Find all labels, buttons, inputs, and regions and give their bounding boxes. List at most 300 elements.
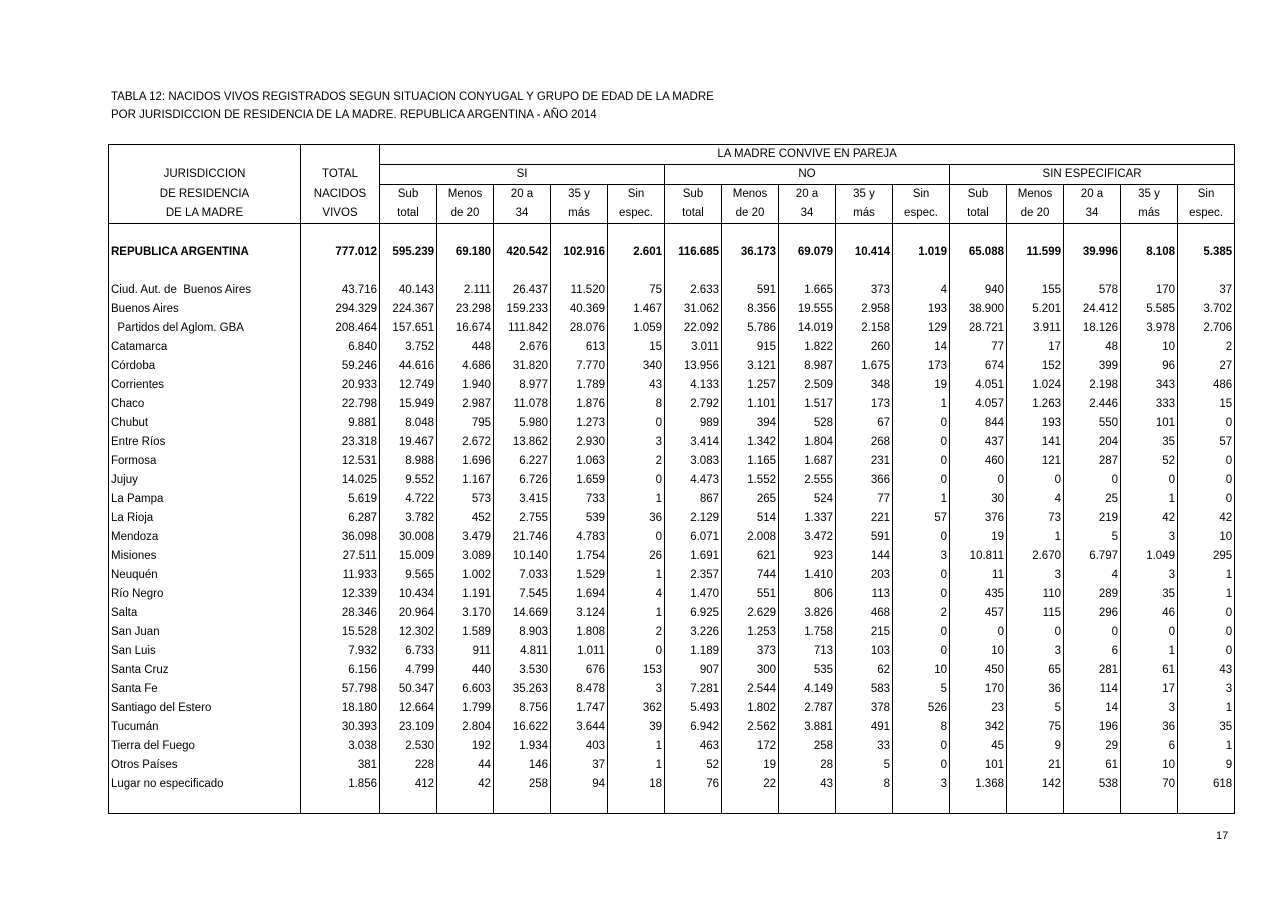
- table-cell: 7.281: [665, 680, 722, 699]
- table-cell: 15.528: [301, 623, 380, 642]
- table-cell: 172: [722, 737, 779, 756]
- table-cell: 378: [836, 699, 893, 718]
- table-cell: 7.033: [494, 566, 551, 585]
- table-cell: 0: [893, 528, 950, 547]
- table-row: [109, 566, 1235, 585]
- table-cell: 40.369: [551, 300, 608, 319]
- table-cell: 26.437: [494, 281, 551, 300]
- table-cell: 15.949: [380, 395, 437, 414]
- births-table: [108, 144, 1235, 814]
- jurisdiction-name: La Pampa: [109, 490, 301, 509]
- table-cell: 6: [1064, 642, 1121, 661]
- jurisdiction-name: La Rioja: [109, 509, 301, 528]
- table-cell: 8.356: [722, 300, 779, 319]
- table-cell: 2.544: [722, 680, 779, 699]
- table-cell: 1.747: [551, 699, 608, 718]
- table-cell: 46: [1121, 604, 1178, 623]
- table-cell: 618: [1178, 775, 1235, 794]
- table-cell: 2.787: [779, 699, 836, 718]
- table-cell: 57: [1178, 433, 1235, 452]
- table-cell: 676: [551, 661, 608, 680]
- table-cell: 23.298: [437, 300, 494, 319]
- table-cell: 65.088: [950, 243, 1007, 262]
- table-cell: 15: [608, 338, 665, 357]
- jurisdiction-name: Santa Cruz: [109, 661, 301, 680]
- header-total-1: TOTAL: [301, 165, 380, 185]
- table-cell: 0: [608, 642, 665, 661]
- jurisdiction-name: San Luis: [109, 642, 301, 661]
- table-cell: 376: [950, 509, 1007, 528]
- table-cell: 3.826: [779, 604, 836, 623]
- table-cell: 0: [1007, 623, 1064, 642]
- table-cell: 3: [1121, 528, 1178, 547]
- table-cell: 196: [1064, 718, 1121, 737]
- table-cell: 744: [722, 566, 779, 585]
- table-cell: 3.479: [437, 528, 494, 547]
- subheader-bottom: espec.: [893, 204, 950, 224]
- table-cell: 1.822: [779, 338, 836, 357]
- table-cell: 77: [836, 490, 893, 509]
- table-cell: 36: [1121, 718, 1178, 737]
- table-cell: 7.770: [551, 357, 608, 376]
- table-cell: 208.464: [301, 319, 380, 338]
- table-cell: 0: [1121, 623, 1178, 642]
- header-total-3: VIVOS: [301, 204, 380, 224]
- table-cell: 35: [1121, 585, 1178, 604]
- table-cell: 260: [836, 338, 893, 357]
- table-cell: 8.108: [1121, 243, 1178, 262]
- table-cell: 35: [1178, 718, 1235, 737]
- table-cell: 940: [950, 281, 1007, 300]
- subheader-bottom: más: [1121, 204, 1178, 224]
- table-cell: 75: [1007, 718, 1064, 737]
- table-cell: 1.470: [665, 585, 722, 604]
- table-row: [109, 452, 1235, 471]
- table-cell: 22.798: [301, 395, 380, 414]
- table-cell: 4.686: [437, 357, 494, 376]
- table-cell: 867: [665, 490, 722, 509]
- table-cell: 6.287: [301, 509, 380, 528]
- table-cell: 73: [1007, 509, 1064, 528]
- header-group-sin-especificar: SIN ESPECIFICAR: [950, 165, 1235, 185]
- table-cell: 19: [722, 756, 779, 775]
- table-cell: 36: [608, 509, 665, 528]
- table-cell: 4.473: [665, 471, 722, 490]
- table-cell: 1.552: [722, 471, 779, 490]
- table-cell: 468: [836, 604, 893, 623]
- table-cell: 57.798: [301, 680, 380, 699]
- table-cell: 3: [1121, 566, 1178, 585]
- table-cell: 69.180: [437, 243, 494, 262]
- subheader-top: Sub: [380, 185, 437, 205]
- table-cell: 43: [1178, 661, 1235, 680]
- table-cell: 23: [950, 699, 1007, 718]
- table-cell: 19: [893, 376, 950, 395]
- table-row: [109, 509, 1235, 528]
- table-cell: 457: [950, 604, 1007, 623]
- page-number: 17: [1216, 830, 1229, 842]
- table-cell: 2.562: [722, 718, 779, 737]
- table-cell: 0: [893, 737, 950, 756]
- subheader-top: Sin: [608, 185, 665, 205]
- subheader-top: Sin: [1178, 185, 1235, 205]
- table-cell: 911: [437, 642, 494, 661]
- table-cell: 75: [608, 281, 665, 300]
- table-cell: 1.799: [437, 699, 494, 718]
- table-cell: 7.545: [494, 585, 551, 604]
- table-cell: 281: [1064, 661, 1121, 680]
- table-cell: 595.239: [380, 243, 437, 262]
- table-row: [109, 319, 1235, 338]
- table-cell: 10: [1121, 756, 1178, 775]
- table-cell: 43: [608, 376, 665, 395]
- table-cell: 1.189: [665, 642, 722, 661]
- table-cell: 142: [1007, 775, 1064, 794]
- table-cell: 19.555: [779, 300, 836, 319]
- table-cell: 1.368: [950, 775, 1007, 794]
- table-cell: 268: [836, 433, 893, 452]
- table-cell: 9.552: [380, 471, 437, 490]
- table-cell: 1.253: [722, 623, 779, 642]
- header-row-4: [109, 204, 1235, 224]
- table-cell: 4.051: [950, 376, 1007, 395]
- table-cell: 440: [437, 661, 494, 680]
- table-cell: 43.716: [301, 281, 380, 300]
- table-cell: 0: [1178, 623, 1235, 642]
- table-cell: 1.517: [779, 395, 836, 414]
- table-cell: 39: [608, 718, 665, 737]
- table-cell: 37: [1178, 281, 1235, 300]
- table-cell: 9: [1178, 756, 1235, 775]
- table-cell: 44: [437, 756, 494, 775]
- table-cell: 6.726: [494, 471, 551, 490]
- table-cell: 1.467: [608, 300, 665, 319]
- table-row: [109, 623, 1235, 642]
- table-cell: 3: [893, 547, 950, 566]
- table-cell: 2.804: [437, 718, 494, 737]
- table-cell: 30.008: [380, 528, 437, 547]
- table-cell: 10.811: [950, 547, 1007, 566]
- jurisdiction-name: Ciud. Aut. de Buenos Aires: [109, 281, 301, 300]
- jurisdiction-name: Chaco: [109, 395, 301, 414]
- table-cell: 12.302: [380, 623, 437, 642]
- table-cell: 3.011: [665, 338, 722, 357]
- table-cell: 989: [665, 414, 722, 433]
- table-cell: 3.752: [380, 338, 437, 357]
- table-cell: 9: [1007, 737, 1064, 756]
- table-cell: 0: [950, 623, 1007, 642]
- table-cell: 0: [893, 414, 950, 433]
- table-cell: 94: [551, 775, 608, 794]
- table-cell: 43: [779, 775, 836, 794]
- table-cell: 221: [836, 509, 893, 528]
- table-cell: 8.988: [380, 452, 437, 471]
- table-cell: 77: [950, 338, 1007, 357]
- subheader-top: 35 y: [836, 185, 893, 205]
- table-cell: 373: [722, 642, 779, 661]
- table-cell: 2.111: [437, 281, 494, 300]
- table-row: [109, 756, 1235, 775]
- jurisdiction-name: Entre Ríos: [109, 433, 301, 452]
- table-row: [109, 661, 1235, 680]
- table-cell: 806: [779, 585, 836, 604]
- table-cell: 204: [1064, 433, 1121, 452]
- table-cell: 491: [836, 718, 893, 737]
- table-cell: 114: [1064, 680, 1121, 699]
- table-cell: 2.446: [1064, 395, 1121, 414]
- table-cell: 6.942: [665, 718, 722, 737]
- table-cell: 6.227: [494, 452, 551, 471]
- table-cell: 0: [893, 642, 950, 661]
- table-cell: 2.601: [608, 243, 665, 262]
- table-cell: 14: [1064, 699, 1121, 718]
- table-cell: 1.191: [437, 585, 494, 604]
- table-cell: 1: [1178, 699, 1235, 718]
- table-row: [109, 414, 1235, 433]
- table-row: [109, 471, 1235, 490]
- table-cell: 4: [1064, 566, 1121, 585]
- spacer-row: [109, 262, 1235, 281]
- table-cell: 12.339: [301, 585, 380, 604]
- table-cell: 45: [950, 737, 1007, 756]
- table-cell: 42: [437, 775, 494, 794]
- subheader-bottom: total: [950, 204, 1007, 224]
- table-cell: 31.062: [665, 300, 722, 319]
- table-cell: 18.126: [1064, 319, 1121, 338]
- table-cell: 192: [437, 737, 494, 756]
- table-cell: 551: [722, 585, 779, 604]
- table-cell: 36: [1007, 680, 1064, 699]
- table-cell: 102.916: [551, 243, 608, 262]
- table-cell: 146: [494, 756, 551, 775]
- table-cell: 2.987: [437, 395, 494, 414]
- table-cell: 6.925: [665, 604, 722, 623]
- table-cell: 340: [608, 357, 665, 376]
- table-cell: 170: [950, 680, 1007, 699]
- table-cell: 2.357: [665, 566, 722, 585]
- table-cell: 333: [1121, 395, 1178, 414]
- table-cell: 0: [1178, 471, 1235, 490]
- jurisdiction-name: Misiones: [109, 547, 301, 566]
- jurisdiction-name: Neuquén: [109, 566, 301, 585]
- table-cell: 0: [1178, 642, 1235, 661]
- table-cell: 14: [893, 338, 950, 357]
- header-jurisdiccion-3: DE LA MADRE: [109, 204, 301, 224]
- table-cell: 111.842: [494, 319, 551, 338]
- table-cell: 583: [836, 680, 893, 699]
- header-jurisdiccion-1: JURISDICCION: [109, 165, 301, 185]
- table-cell: 1: [893, 490, 950, 509]
- table-cell: 5.385: [1178, 243, 1235, 262]
- table-cell: 1.659: [551, 471, 608, 490]
- table-cell: 11.933: [301, 566, 380, 585]
- table-cell: 1.808: [551, 623, 608, 642]
- subheader-bottom: total: [665, 204, 722, 224]
- table-cell: 21.746: [494, 528, 551, 547]
- table-cell: 4.783: [551, 528, 608, 547]
- table-cell: 1: [608, 490, 665, 509]
- table-row: [109, 604, 1235, 623]
- table-cell: 2.706: [1178, 319, 1235, 338]
- table-cell: 231: [836, 452, 893, 471]
- subheader-top: Sub: [665, 185, 722, 205]
- subheader-top: 20 a: [1064, 185, 1121, 205]
- table-cell: 38.900: [950, 300, 1007, 319]
- table-cell: 3.170: [437, 604, 494, 623]
- table-cell: 2.670: [1007, 547, 1064, 566]
- table-cell: 62: [836, 661, 893, 680]
- table-cell: 0: [608, 414, 665, 433]
- subheader-bottom: total: [380, 204, 437, 224]
- table-cell: 4: [608, 585, 665, 604]
- table-row: [109, 357, 1235, 376]
- spacer-row: [109, 794, 1235, 814]
- jurisdiction-name: Córdoba: [109, 357, 301, 376]
- table-cell: 17: [1007, 338, 1064, 357]
- table-cell: 412: [380, 775, 437, 794]
- table-cell: 28: [779, 756, 836, 775]
- table-cell: 18.180: [301, 699, 380, 718]
- table-cell: 3.881: [779, 718, 836, 737]
- jurisdiction-name: Tucumán: [109, 718, 301, 737]
- table-cell: 437: [950, 433, 1007, 452]
- jurisdiction-name: Corrientes: [109, 376, 301, 395]
- table-cell: 777.012: [301, 243, 380, 262]
- table-cell: 3.782: [380, 509, 437, 528]
- table-cell: 300: [722, 661, 779, 680]
- table-cell: 3: [1178, 680, 1235, 699]
- table-cell: 2.509: [779, 376, 836, 395]
- table-cell: 4.799: [380, 661, 437, 680]
- table-cell: 0: [608, 528, 665, 547]
- table-cell: 1.257: [722, 376, 779, 395]
- table-cell: 343: [1121, 376, 1178, 395]
- table-cell: 923: [779, 547, 836, 566]
- table-cell: 42: [1121, 509, 1178, 528]
- table-cell: 4: [1007, 490, 1064, 509]
- table-cell: 1.934: [494, 737, 551, 756]
- table-cell: 224.367: [380, 300, 437, 319]
- table-body: [109, 224, 1235, 814]
- table-cell: 67: [836, 414, 893, 433]
- table-cell: 0: [1064, 623, 1121, 642]
- table-cell: 1: [1178, 737, 1235, 756]
- table-cell: 15.009: [380, 547, 437, 566]
- table-cell: 795: [437, 414, 494, 433]
- table-cell: 20.933: [301, 376, 380, 395]
- table-row: [109, 680, 1235, 699]
- table-cell: 173: [836, 395, 893, 414]
- table-cell: 1.687: [779, 452, 836, 471]
- table-cell: 10: [950, 642, 1007, 661]
- table-cell: 28.721: [950, 319, 1007, 338]
- table-cell: 116.685: [665, 243, 722, 262]
- subheader-bottom: de 20: [722, 204, 779, 224]
- table-cell: 101: [950, 756, 1007, 775]
- table-cell: 152: [1007, 357, 1064, 376]
- table-cell: 6: [1121, 737, 1178, 756]
- table-cell: 1: [608, 566, 665, 585]
- table-cell: 1: [1121, 642, 1178, 661]
- table-cell: 170: [1121, 281, 1178, 300]
- table-cell: 399: [1064, 357, 1121, 376]
- table-cell: 3.644: [551, 718, 608, 737]
- table-cell: 550: [1064, 414, 1121, 433]
- table-cell: 2: [1178, 338, 1235, 357]
- table-cell: 0: [950, 471, 1007, 490]
- table-cell: 8.756: [494, 699, 551, 718]
- table-cell: 1.802: [722, 699, 779, 718]
- table-row: [109, 300, 1235, 319]
- table-cell: 1.019: [893, 243, 950, 262]
- jurisdiction-name: REPUBLICA ARGENTINA: [109, 243, 301, 262]
- table-cell: 1.804: [779, 433, 836, 452]
- subheader-top: Menos: [1007, 185, 1064, 205]
- table-cell: 3.083: [665, 452, 722, 471]
- table-cell: 1.165: [722, 452, 779, 471]
- table-cell: 403: [551, 737, 608, 756]
- table-cell: 394: [722, 414, 779, 433]
- table-cell: 0: [1178, 414, 1235, 433]
- table-cell: 27.511: [301, 547, 380, 566]
- table-row: [109, 433, 1235, 452]
- table-row: [109, 281, 1235, 300]
- jurisdiction-name: Buenos Aires: [109, 300, 301, 319]
- table-cell: 1: [608, 756, 665, 775]
- table-row: [109, 585, 1235, 604]
- table-cell: 52: [1121, 452, 1178, 471]
- table-cell: 1: [608, 604, 665, 623]
- table-cell: 52: [665, 756, 722, 775]
- table-cell: 486: [1178, 376, 1235, 395]
- total-row: [109, 243, 1235, 262]
- table-cell: 578: [1064, 281, 1121, 300]
- table-cell: 591: [722, 281, 779, 300]
- subheader-top: Sub: [950, 185, 1007, 205]
- table-cell: 159.233: [494, 300, 551, 319]
- table-cell: 348: [836, 376, 893, 395]
- table-cell: 1: [1007, 528, 1064, 547]
- table-cell: 3: [608, 433, 665, 452]
- table-cell: 0: [893, 433, 950, 452]
- table-cell: 591: [836, 528, 893, 547]
- table-cell: 115: [1007, 604, 1064, 623]
- jurisdiction-name: Partidos del Aglom. GBA: [109, 319, 301, 338]
- table-cell: 61: [1064, 756, 1121, 775]
- table-cell: 463: [665, 737, 722, 756]
- table-cell: 11: [950, 566, 1007, 585]
- table-cell: 110: [1007, 585, 1064, 604]
- table-cell: 24.412: [1064, 300, 1121, 319]
- table-cell: 0: [893, 623, 950, 642]
- table-cell: 1: [1178, 585, 1235, 604]
- table-cell: 101: [1121, 414, 1178, 433]
- table-cell: 613: [551, 338, 608, 357]
- table-cell: 452: [437, 509, 494, 528]
- table-cell: 295: [1178, 547, 1235, 566]
- table-cell: 23.318: [301, 433, 380, 452]
- table-cell: 3.530: [494, 661, 551, 680]
- table-cell: 76: [665, 775, 722, 794]
- table-cell: 5.201: [1007, 300, 1064, 319]
- table-cell: 5.786: [722, 319, 779, 338]
- table-cell: 21: [1007, 756, 1064, 775]
- subheader-top: 20 a: [779, 185, 836, 205]
- table-cell: 524: [779, 490, 836, 509]
- table-cell: 5: [893, 680, 950, 699]
- table-cell: 3.226: [665, 623, 722, 642]
- table-cell: 1.059: [608, 319, 665, 338]
